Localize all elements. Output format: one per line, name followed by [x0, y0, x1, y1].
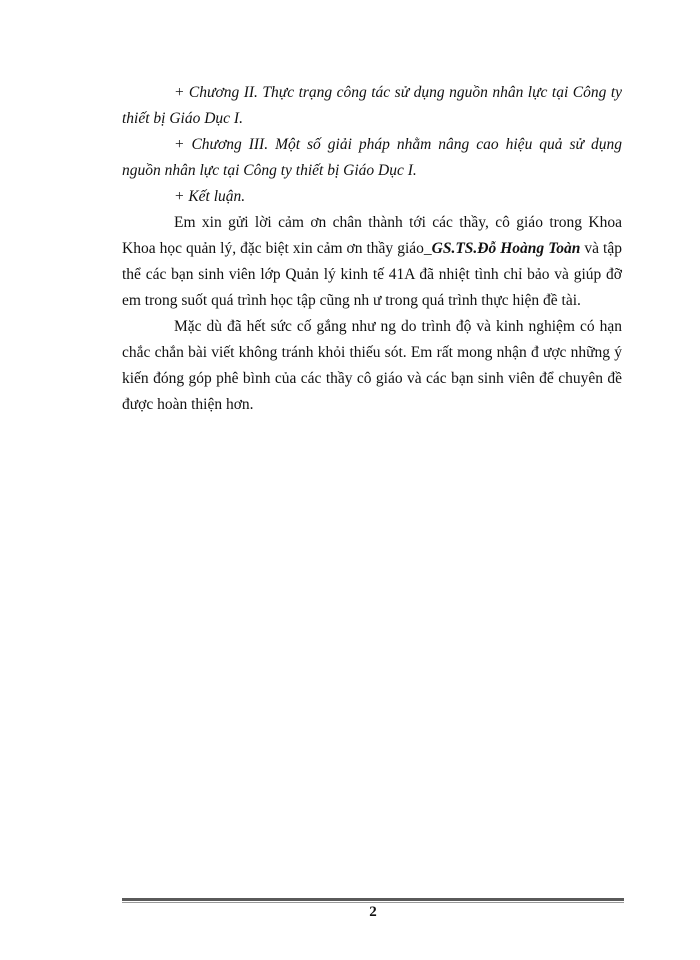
- acknowledgement-intro: Em xin gửi lời cảm ơn chân thành tới các thầy, cô giáo trong Khoa Khoa học quản lý, đặc biệt xin cảm ơn thầy giáo_: [122, 214, 622, 257]
- document-body: [122, 80, 622, 418]
- conclusion-outline: + Kết luận.: [174, 188, 246, 205]
- teacher-name: GS.TS.Đỗ Hoàng Toàn: [431, 240, 581, 257]
- chapter-2-outline: + Chương II. Thực trạng công tác sử dụng nguồn nhân lực tại Công ty thiết bị Giáo Dục I.: [122, 84, 622, 127]
- closing-paragraph: Mặc dù đã hết sức cố gắng như ng do trình độ và kinh nghiệm có hạn chắc chắn bài viết không tránh khỏi thiếu sót. Em rất mong nhận đ ược những ý kiến đóng góp phê bình của các thầy cô giáo và các bạn sinh viên để chuyên đề được hoàn thiện hơn.: [122, 318, 622, 413]
- acknowledgement-paragraph: [122, 210, 622, 314]
- page-number: 2: [369, 904, 377, 920]
- chapter-3-outline: + Chương III. Một số giải pháp nhằm nâng cao hiệu quả sử dụng nguồn nhân lực tại Công ty thiết bị Giáo Dục I.: [122, 136, 622, 179]
- footer-divider: [122, 898, 624, 901]
- acknowledgement-rest: và tập thể các bạn sinh viên lớp Quản lý kinh tế 41A đã nhiệt tình chỉ bảo và giúp đỡ em trong suốt quá trình học tập cũng nh ư trong quá trình thực hiện đề tài.: [122, 240, 622, 309]
